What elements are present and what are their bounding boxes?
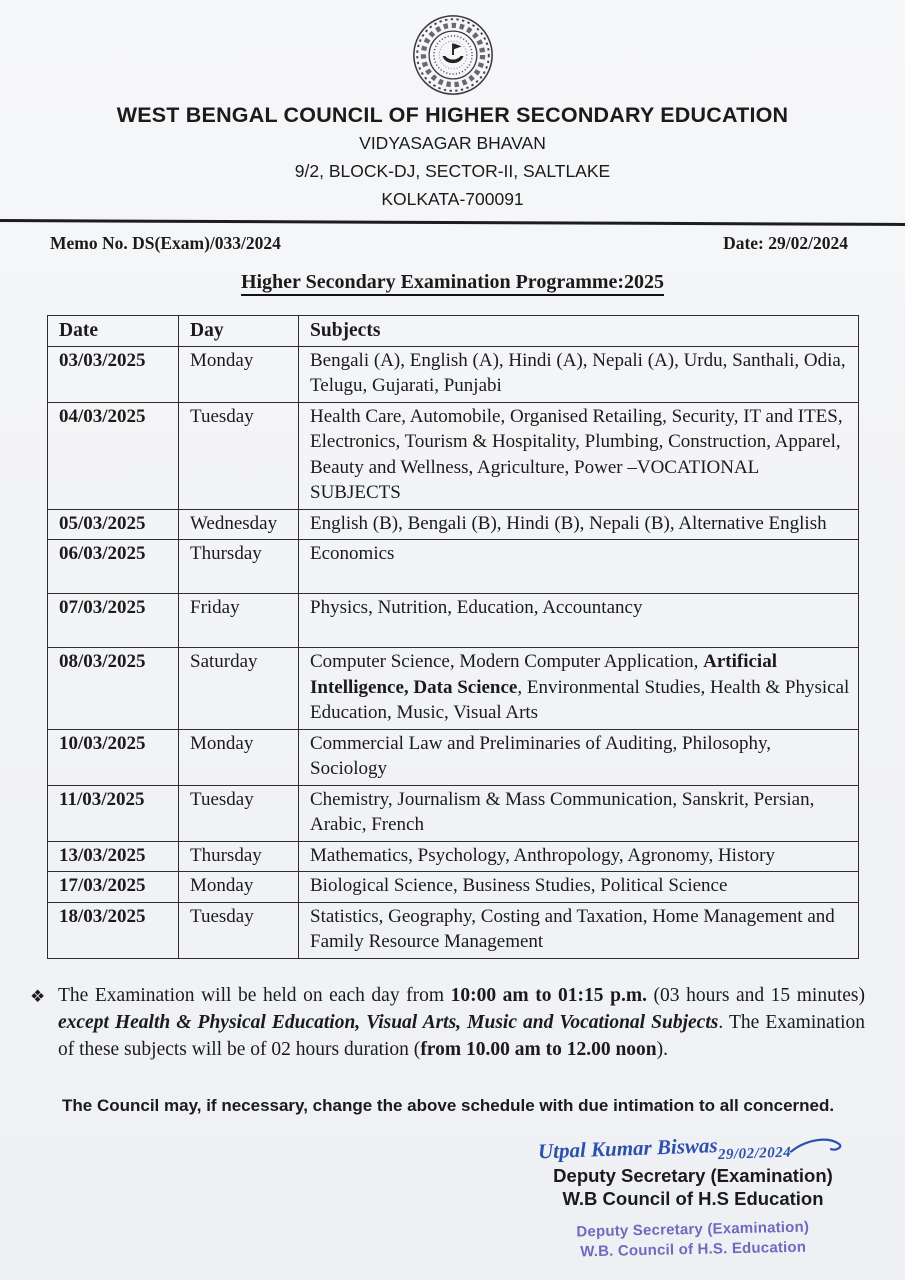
memo-row bbox=[0, 224, 905, 254]
cell-day: Monday bbox=[179, 872, 299, 903]
cell-day: Tuesday bbox=[179, 785, 299, 841]
text-segment: Health Care, Automobile, Organised Retailing, Security, IT and ITES, Electronics, Tourism & Hospitality, Plumbing, Construction, Apparel, Beauty and Wellness, Agriculture, Power –VOCATIONAL SUBJECTS bbox=[310, 405, 843, 503]
council-emblem-icon bbox=[411, 13, 495, 97]
schedule-table-body bbox=[48, 346, 859, 958]
signature-date: 29/02/2024 bbox=[718, 1144, 792, 1163]
table-row bbox=[48, 402, 859, 509]
cell-date: 17/03/2025 bbox=[48, 872, 179, 903]
cell-subjects bbox=[299, 872, 859, 903]
table-row bbox=[48, 648, 859, 730]
cell-day: Saturday bbox=[179, 648, 299, 730]
stamp-line-2: W.B. Council of H.S. Education bbox=[580, 1238, 807, 1260]
address-line-1: VIDYASAGAR BHAVAN bbox=[359, 133, 546, 153]
diamond-bullet-icon: ❖ bbox=[30, 986, 46, 1006]
address-line-3: KOLKATA-700091 bbox=[381, 189, 524, 209]
cell-subjects bbox=[299, 648, 859, 730]
column-header-date: Date bbox=[48, 316, 179, 347]
text-segment: except Health & Physical Education, Visual Arts, Music and Vocational Subjects bbox=[58, 1011, 719, 1033]
text-segment: Statistics, Geography, Costing and Taxation, Home Management and Family Resource Management bbox=[310, 905, 835, 952]
cell-subjects bbox=[299, 509, 859, 540]
cell-subjects bbox=[299, 841, 859, 872]
cell-date: 05/03/2025 bbox=[48, 509, 179, 540]
exam-timing-note bbox=[30, 982, 865, 1063]
text-segment: Commercial Law and Preliminaries of Auditing, Philosophy, Sociology bbox=[310, 732, 772, 779]
text-segment: ). bbox=[656, 1038, 669, 1060]
column-header-subjects: Subjects bbox=[299, 316, 859, 347]
text-segment: from 10.00 am to 12.00 noon bbox=[420, 1038, 657, 1060]
cell-day: Monday bbox=[179, 346, 299, 402]
council-disclaimer: The Council may, if necessary, change the above schedule with due intimation to all concerned. bbox=[62, 1095, 835, 1115]
handwritten-signature: Utpal Kumar Biswas$_{29/02/2024}$ bbox=[538, 1128, 848, 1170]
logo-container bbox=[0, 0, 905, 97]
signature-block bbox=[513, 1134, 873, 1260]
org-name: WEST BENGAL COUNCIL OF HIGHER SECONDARY EDUCATION bbox=[116, 103, 789, 127]
cell-day: Monday bbox=[179, 729, 299, 785]
cell-subjects bbox=[299, 785, 859, 841]
table-header-row bbox=[48, 316, 859, 347]
cell-day: Tuesday bbox=[179, 402, 299, 509]
text-segment: Biological Science, Business Studies, Political Science bbox=[310, 875, 728, 896]
text-segment: Computer Science, Modern Computer Application, bbox=[310, 651, 704, 672]
signatory-title: Deputy Secretary (Examination) bbox=[553, 1164, 833, 1186]
text-segment: (03 hours and 15 minutes) bbox=[646, 984, 865, 1006]
table-row bbox=[48, 594, 859, 648]
note-text bbox=[58, 985, 865, 1060]
cell-date: 10/03/2025 bbox=[48, 729, 179, 785]
text-segment: English (B), Bengali (B), Hindi (B), Nepali (B), Alternative English bbox=[310, 512, 827, 534]
text-segment: Physics, Nutrition, Education, Accountancy bbox=[310, 597, 643, 618]
cell-subjects bbox=[299, 346, 859, 402]
table-row bbox=[48, 540, 859, 594]
table-row bbox=[48, 346, 859, 402]
cell-date: 18/03/2025 bbox=[48, 902, 179, 958]
exam-schedule-table bbox=[47, 315, 859, 959]
cell-date: 03/03/2025 bbox=[48, 346, 179, 402]
cell-subjects bbox=[299, 540, 859, 594]
table-row bbox=[48, 509, 859, 540]
text-segment: The Examination will be held on each day from bbox=[58, 984, 451, 1006]
text-segment: Bengali (A), English (A), Hindi (A), Nepali (A), Urdu, Santhali, Odia, Telugu, Gujarati, Punjabi bbox=[310, 349, 846, 396]
signatory-org: W.B Council of H.S Education bbox=[562, 1187, 824, 1209]
stamp-line-1: Deputy Secretary (Examination) bbox=[576, 1218, 810, 1240]
cell-day: Thursday bbox=[179, 841, 299, 872]
cell-date: 11/03/2025 bbox=[48, 785, 179, 841]
cell-subjects bbox=[299, 902, 859, 958]
memo-number: Memo No. DS(Exam)/033/2024 bbox=[50, 233, 281, 253]
cell-day: Wednesday bbox=[179, 509, 299, 540]
office-stamp bbox=[513, 1216, 874, 1264]
cell-date: 06/03/2025 bbox=[48, 540, 179, 594]
text-segment: , Environmental Studies, Health & Physical Education, Music, Visual Arts bbox=[310, 676, 850, 723]
cell-day: Tuesday bbox=[179, 902, 299, 958]
cell-date: 07/03/2025 bbox=[48, 594, 179, 648]
signature-flourish-icon bbox=[789, 1135, 848, 1157]
text-segment: Economics bbox=[310, 543, 395, 564]
text-segment: Mathematics, Psychology, Anthropology, Agronomy, History bbox=[310, 844, 775, 866]
cell-day: Friday bbox=[179, 594, 299, 648]
column-header-day: Day bbox=[179, 316, 299, 347]
address-line-2: 9/2, BLOCK-DJ, SECTOR-II, SALTLAKE bbox=[294, 161, 611, 181]
text-segment: 10:00 am to 01:15 p.m. bbox=[450, 984, 647, 1006]
cell-date: 08/03/2025 bbox=[48, 648, 179, 730]
table-row bbox=[48, 729, 859, 785]
cell-date: 13/03/2025 bbox=[48, 841, 179, 872]
table-row bbox=[48, 902, 859, 958]
cell-subjects bbox=[299, 729, 859, 785]
text-segment: . The Examination of these subjects will be of 02 hours duration ( bbox=[58, 1011, 865, 1060]
table-row bbox=[48, 785, 859, 841]
text-segment: Chemistry, Journalism & Mass Communication, Sanskrit, Persian, Arabic, French bbox=[310, 788, 815, 835]
cell-day: Thursday bbox=[179, 540, 299, 594]
memo-date: Date: 29/02/2024 bbox=[723, 233, 848, 253]
text-segment: Artificial Intelligence, Data Science bbox=[310, 651, 777, 698]
cell-date: 04/03/2025 bbox=[48, 402, 179, 509]
cell-subjects bbox=[299, 402, 859, 509]
cell-subjects bbox=[299, 594, 859, 648]
table-row bbox=[48, 872, 859, 903]
table-row bbox=[48, 841, 859, 872]
document-title: Higher Secondary Examination Programme:2025 bbox=[0, 271, 905, 294]
